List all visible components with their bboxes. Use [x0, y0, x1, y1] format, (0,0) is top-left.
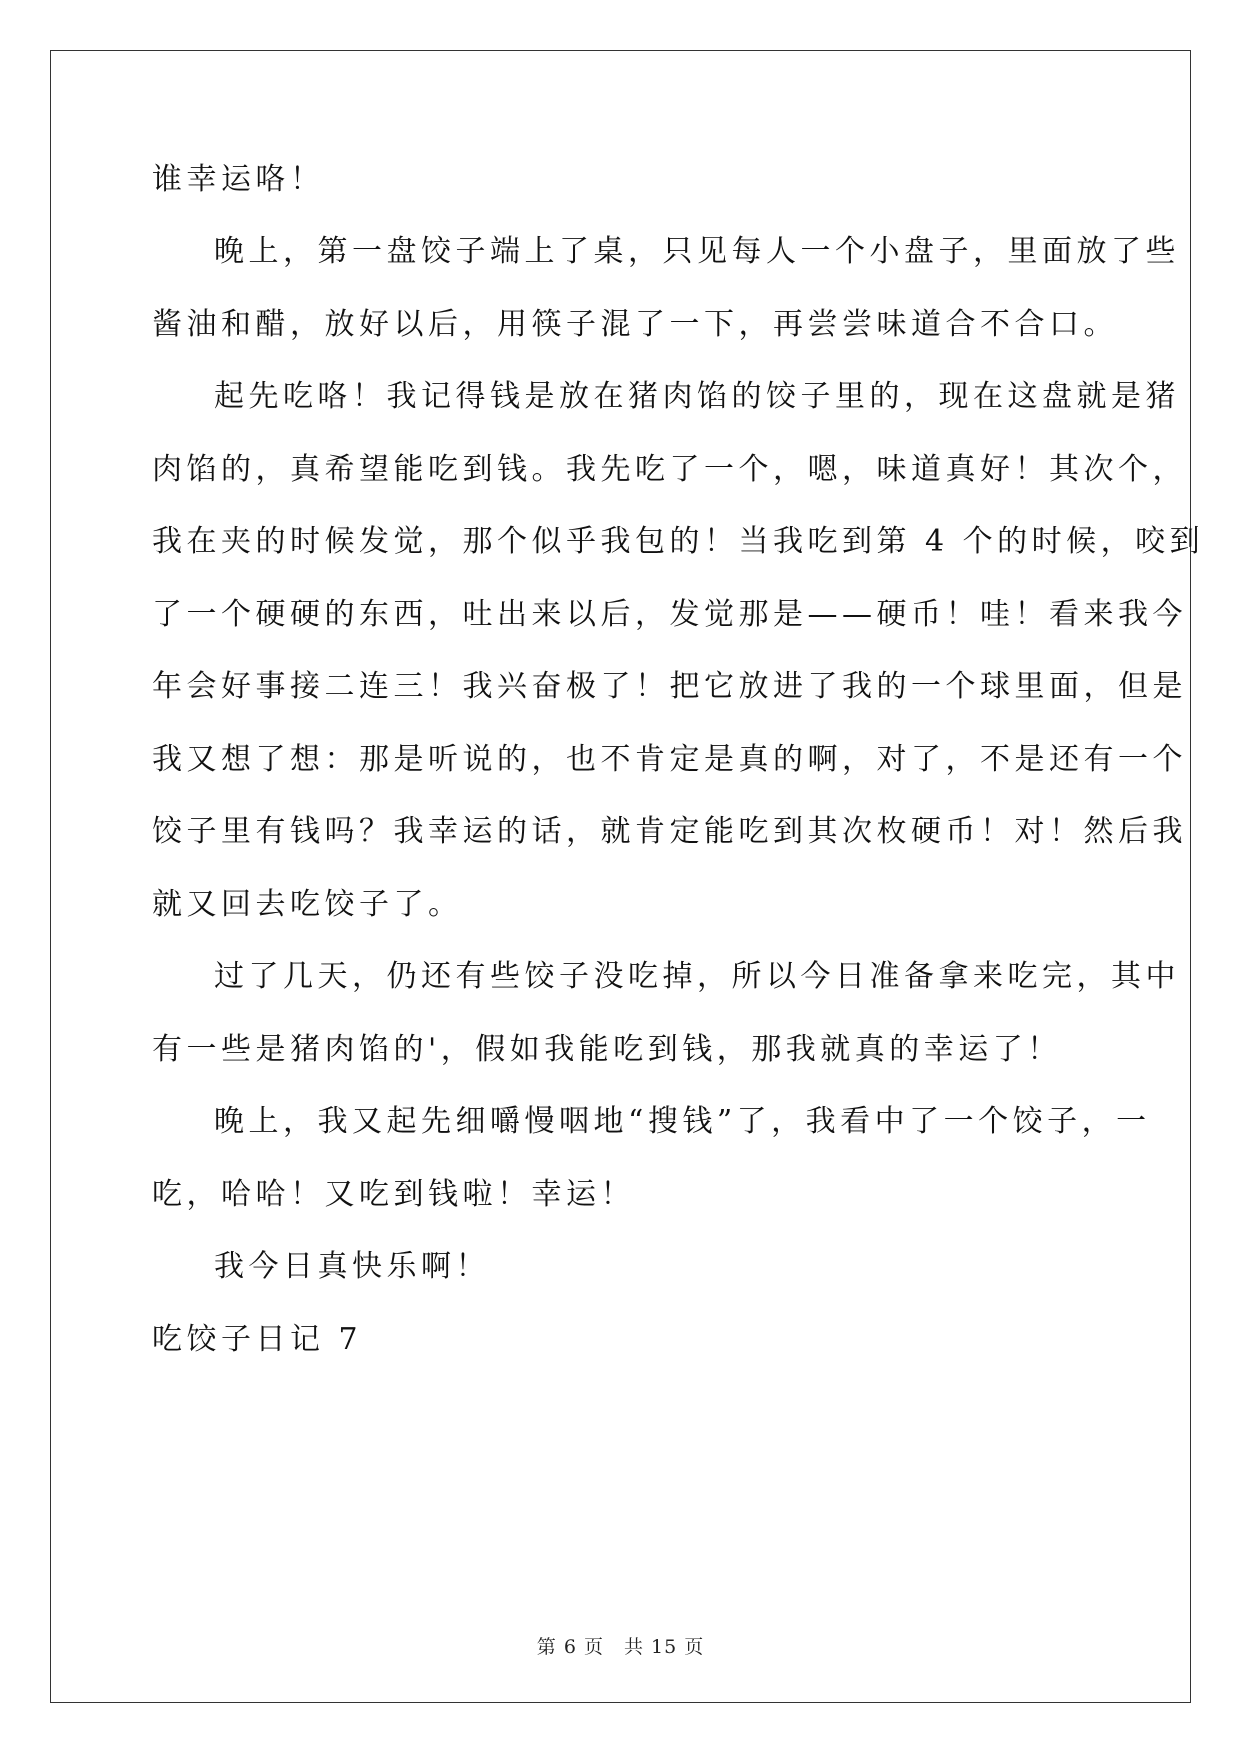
text-line: 饺子里有钱吗？我幸运的话，就肯定能吃到其次枚硬币！对！然后我 — [152, 814, 1187, 849]
text-line: 肉馅的，真希望能吃到钱。我先吃了一个，嗯，味道真好！其次个， — [152, 452, 1187, 487]
text-line: 酱油和醋，放好以后，用筷子混了一下，再尝尝味道合不合口。 — [152, 307, 1118, 342]
text-line: 年会好事接二连三！我兴奋极了！把它放进了我的一个球里面，但是 — [152, 669, 1187, 704]
text-line: 了一个硬硬的东西，吐出来以后，发觉那是——硬币！哇！看来我今 — [152, 597, 1187, 632]
text-line: 就又回去吃饺子了。 — [152, 887, 463, 922]
paragraph-start: 过了几天，仍还有些饺子没吃掉，所以今日准备拿来吃完，其中 — [214, 959, 1180, 994]
paragraph-start: 起先吃咯！我记得钱是放在猪肉馅的饺子里的，现在这盘就是猪 — [214, 379, 1180, 414]
paragraph-start: 我今日真快乐啊！ — [214, 1249, 490, 1284]
paragraph-start: 晚上，我又起先细嚼慢咽地“搜钱”了，我看中了一个饺子，一 — [214, 1104, 1151, 1139]
page-number: 第 6 页 共 15 页 — [536, 1636, 705, 1658]
text-line: 我又想了想：那是听说的，也不肯定是真的啊，对了，不是还有一个 — [152, 742, 1187, 777]
text-line: 有一些是猪肉馅的'，假如我能吃到钱，那我就真的幸运了！ — [152, 1032, 1062, 1067]
text-line: 谁幸运咯！ — [152, 162, 325, 197]
text-line: 我在夹的时候发觉，那个似乎我包的！当我吃到第 4 个的时候，咬到 — [152, 524, 1205, 559]
section-heading: 吃饺子日记 7 — [152, 1322, 363, 1357]
text-line: 吃，哈哈！又吃到钱啦！幸运！ — [152, 1177, 635, 1212]
page-border — [50, 50, 1191, 1703]
paragraph-start: 晚上，第一盘饺子端上了桌，只见每人一个小盘子，里面放了些 — [214, 234, 1180, 269]
